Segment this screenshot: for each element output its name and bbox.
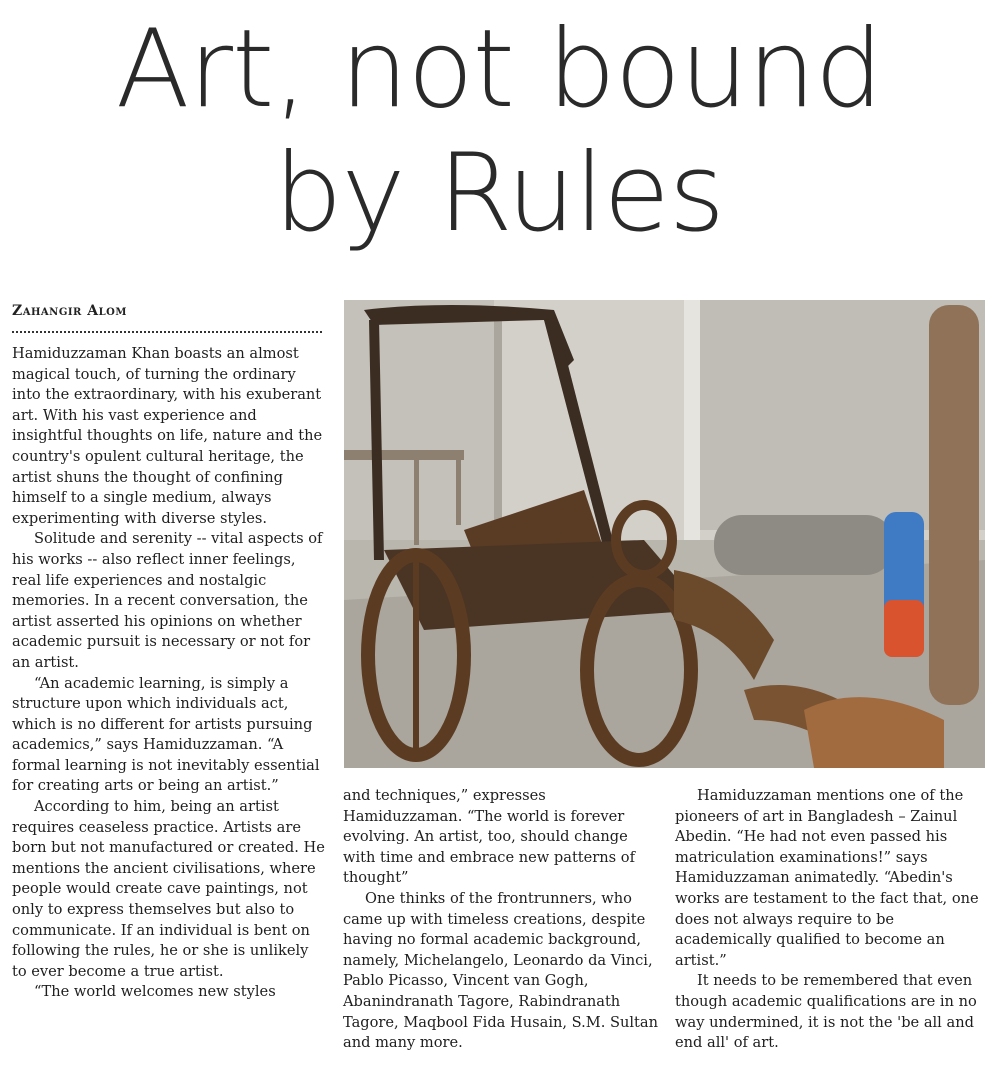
paragraph: Solitude and serenity -- vital aspects of his works -- also reflect inner feelings, real life experiences and nostalgic memories. In a recent conversation, the artist asserted his opinions on whether academic pursuit is necessary or not for an artist.	[12, 530, 323, 671]
article-column-1	[12, 344, 326, 1003]
paragraph: “An academic learning, is simply a structure upon which individuals act, which is no different for artists pursuing academics,” says Hamiduzzaman. “A formal learning is not inevitably essential for creating arts or being an artist.”	[12, 674, 320, 795]
paragraph: and techniques,” expresses Hamiduzzaman. “The world is forever evolving. An artist, too, should change with time and embrace new patterns of thought”	[343, 787, 635, 887]
paragraph: Hamiduzzaman mentions one of the pioneers of art in Bangladesh – Zainul Abedin. “He had not even passed his matriculation examinations!” says Hamiduzzaman animatedly. “Abedin's works are testament to the fact that, one does not always require to be academically qualified to become an artist.”	[675, 787, 979, 969]
sculpture-photo-illustration	[344, 300, 985, 768]
paragraph: Hamiduzzaman Khan boasts an almost magical touch, of turning the ordinary into the extraordinary, with his exuberant art. With his vast experience and insightful thoughts on life, nature and the country's opulent cultural heritage, the artist shuns the thought of confining himself to a single medium, always experimenting with diverse styles.	[12, 345, 323, 527]
byline: Zahangir Alom	[12, 303, 127, 319]
article-column-2	[343, 786, 661, 1054]
headline-line-1: Art, not bound	[115, 7, 883, 132]
article-column-3	[675, 786, 993, 1054]
paragraph: “The world welcomes new styles	[34, 983, 276, 1001]
paragraph: According to him, being an artist requires ceaseless practice. Artists are born but not manufactured or created. He mentions the ancient civilisations, where people would create cave paintings, not only to express themselves but also to communicate. If an individual is bent on following the rules, he or she is unlikely to ever become a true artist.	[12, 798, 325, 980]
paragraph: It needs to be remembered that even though academic qualifications are in no way undermined, it is not the 'be all and end all' of art.	[675, 972, 977, 1052]
article-photo	[344, 300, 985, 768]
headline-line-2: by Rules	[273, 131, 725, 256]
paragraph: One thinks of the frontrunners, who came up with timeless creations, despite having no formal academic background, namely, Michelangelo, Leonardo da Vinci, Pablo Picasso, Vincent van Gogh, Abanindranath Tagore, Rabindranath Tagore, Maqbool Fida Husain, S.M. Sultan and many more.	[343, 889, 659, 1052]
byline-divider	[12, 331, 322, 333]
headline	[0, 8, 998, 256]
